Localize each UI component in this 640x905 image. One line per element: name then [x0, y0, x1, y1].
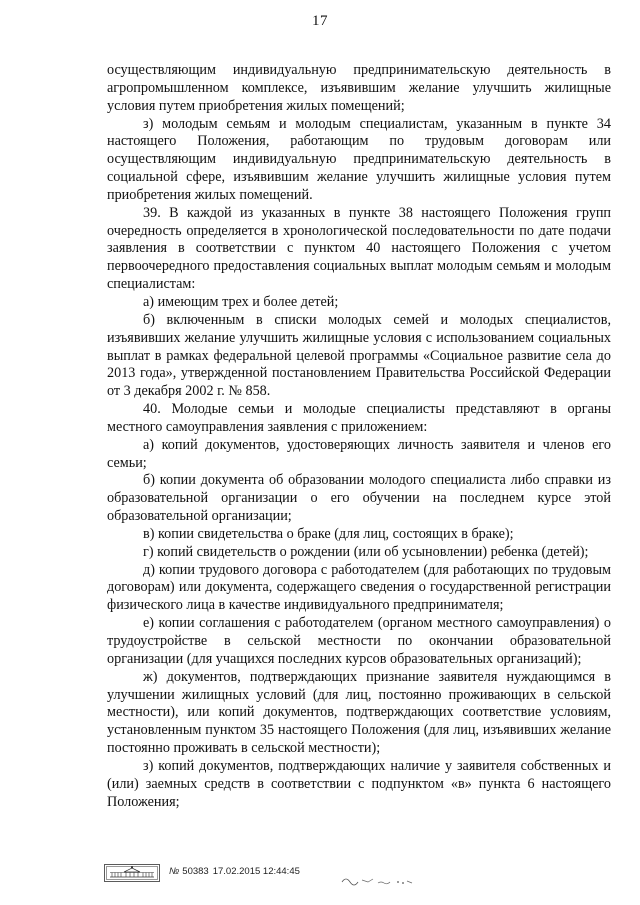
paragraph-40-item-e: е) копии соглашения с работодателем (органом местного самоуправления) о трудоустройстве в сельской местности по окончании образовательной организации (для учащихся последних курсов образовательных организаций); [107, 615, 611, 667]
document-number: 50383 [182, 866, 209, 877]
paragraph-40-item-b: б) копии документа об образовании молодого специалиста либо справки из образовательной организации о его обучении на последнем курсе этой образовательной организации; [107, 472, 611, 525]
paragraph-39-item-b: б) включенным в списки молодых семей и молодых специалистов, изъявивших желание улучшить жилищные условия с использованием социальных выплат в рамках федеральной целевой программы «Социальное развитие села до 2013 года», утвержденной постановлением Правительства Российской Федерации от 3 декабря 2002 г. № 858. [107, 311, 611, 400]
paragraph-continuation: осуществляющим индивидуальную предпринимательскую деятельность в агропромышленном комплексе, изъявившим желание улучшить жилищные условия путем приобретения жилых помещений; [107, 62, 611, 114]
handwritten-signature-mark [340, 870, 420, 888]
paragraph-40-item-v: в) копии свидетельства о браке (для лиц, состоящих в браке); [143, 525, 514, 542]
page-number: 17 [312, 13, 328, 29]
number-sign: № [169, 866, 180, 877]
paragraph-40-item-g: г) копий свидетельств о рождении (или об усыновлении) ребенка (детей); [143, 543, 589, 560]
document-id [169, 866, 300, 877]
document-timestamp: 17.02.2015 12:44:45 [212, 866, 300, 877]
document-body [107, 62, 611, 811]
paragraph-40-item-d: д) копии трудового договора с работодателем (для работающих по трудовым договорам) или документа, содержащего сведения о государственной регистрации физического лица в качестве индивидуального предпринимателя; [107, 561, 611, 614]
paragraph-40-item-zh: ж) документов, подтверждающих признание заявителя нуждающимся в улучшении жилищных условий (для лиц, постоянно проживающих в сельской местности), или копий документов, подтверждающих соответствие условиям, установленным пунктом 35 настоящего Положения (для лиц, изъявивших желание постоянно проживать в сельской местности); [107, 668, 611, 757]
paragraph-item-z: з) молодым семьям и молодым специалистам, указанным в пункте 34 настоящего Положения, работающим по трудовым договорам или осуществляющим индивидуальную предпринимательскую деятельность в социальной сфере, изъявившим желание улучшить жилищные условия путем приобретения жилых помещений. [107, 115, 611, 203]
paragraph-39-item-a: а) имеющим трех и более детей; [143, 293, 339, 310]
paragraph-40-item-a: а) копий документов, удостоверяющих личность заявителя и членов его семьи; [107, 436, 611, 471]
paragraph-40-item-z: з) копий документов, подтверждающих наличие у заявителя собственных и (или) заемных средств в соответствии с подпунктом «в» пункта 6 настоящего Положения; [107, 757, 611, 810]
paragraph-40: 40. Молодые семьи и молодые специалисты представляют в органы местного самоуправления заявления с приложением: [107, 401, 611, 435]
paragraph-39: 39. В каждой из указанных в пункте 38 настоящего Положения групп очередность определяется в хронологической последовательности по дате подачи заявления в соответствии с пунктом 40 настоящего Положения с учетом первоочередного предоставления социальных выплат молодым семьям и молодым специалистам: [107, 204, 611, 293]
government-building-stamp-icon [104, 864, 160, 882]
document-footer [104, 864, 624, 892]
